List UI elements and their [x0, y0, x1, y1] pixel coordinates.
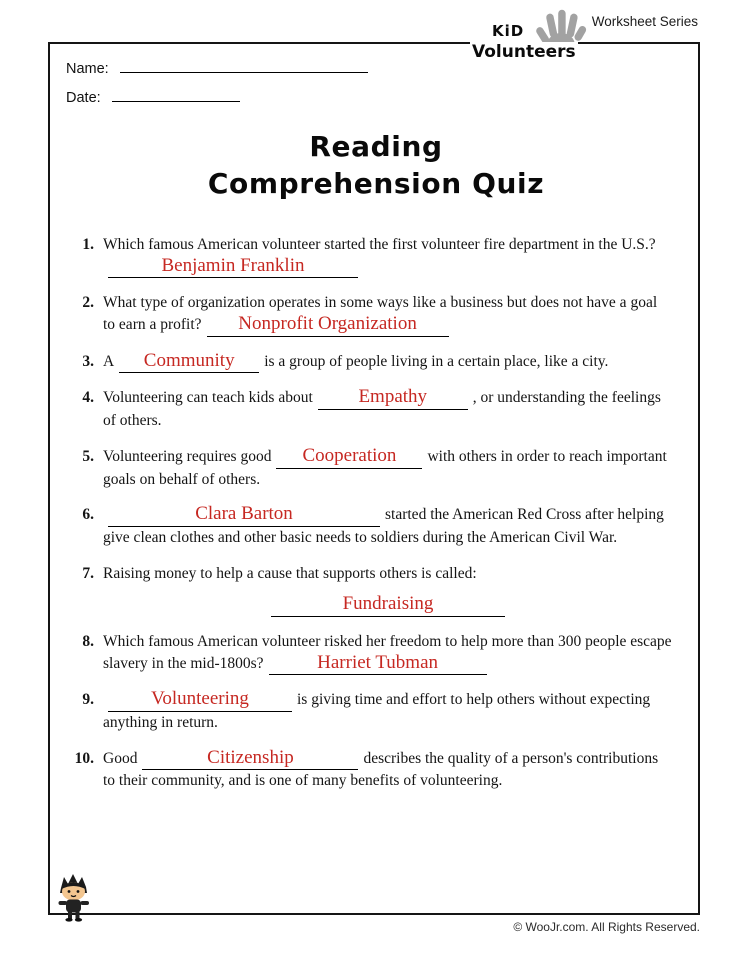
- question-text: Which famous American volunteer risked her freedom to help more than 300 people escape slavery in the mid-1800s?: [103, 632, 672, 672]
- worksheet-series-label: Worksheet Series: [591, 14, 698, 29]
- question-text: Volunteering can teach kids about: [103, 389, 313, 407]
- answer-text: Cooperation: [302, 444, 397, 466]
- logo-volunteers-text: Volunteers: [472, 42, 576, 62]
- name-field[interactable]: [120, 58, 368, 73]
- quiz-title: [66, 128, 686, 202]
- question-10: [66, 748, 686, 792]
- copyright-text: © WooJr.com. All Rights Reserved.: [513, 920, 700, 934]
- answer-blank[interactable]: [207, 314, 449, 337]
- question-1: [66, 234, 686, 278]
- question-text: Good: [103, 749, 138, 767]
- question-text: started the American Red Cross after helping give clean clothes and other basic needs to soldiers during the American Civil War.: [103, 506, 664, 546]
- logo-kid-text: KiD: [492, 22, 525, 40]
- question-4: [66, 387, 686, 431]
- question-text: is a group of people living in a certain place, like a city.: [264, 352, 609, 370]
- question-number: 4.: [82, 389, 94, 407]
- question-number: 1.: [82, 236, 94, 253]
- answer-blank[interactable]: [108, 689, 292, 712]
- question-5: [66, 446, 686, 490]
- answer-blank[interactable]: [269, 653, 487, 676]
- answer-text: Benjamin Franklin: [161, 254, 305, 276]
- page-content: [66, 58, 686, 806]
- date-row: [66, 87, 686, 106]
- question-7: [66, 563, 686, 617]
- answer-blank[interactable]: [318, 387, 468, 410]
- answer-blank[interactable]: [108, 504, 380, 527]
- name-label: Name:: [66, 61, 109, 77]
- quiz-title-line1: Reading: [309, 130, 443, 163]
- answer-text: Clara Barton: [195, 503, 293, 525]
- question-text: Which famous American volunteer started the first volunteer fire department in the U.S.?: [103, 236, 656, 253]
- question-9: [66, 689, 686, 733]
- question-3: [66, 351, 686, 374]
- answer-text: Citizenship: [207, 746, 294, 768]
- answer-text: Fundraising: [342, 593, 434, 615]
- kid-volunteers-logo: [470, 4, 592, 70]
- answer-text: Empathy: [358, 386, 428, 408]
- question-6: [66, 504, 686, 548]
- quiz-title-line2: Comprehension Quiz: [207, 167, 545, 200]
- answer-text: Nonprofit Organization: [238, 313, 417, 335]
- centered-answer-row: [103, 594, 673, 617]
- date-label: Date:: [66, 90, 101, 106]
- question-number: 9.: [82, 691, 94, 709]
- answer-text: Volunteering: [151, 688, 249, 710]
- question-list: [66, 234, 686, 792]
- answer-blank[interactable]: [119, 351, 259, 374]
- kid-mascot-icon: [52, 872, 96, 927]
- question-text: What type of organization operates in some ways like a business but does not have a goal to earn a profit?: [103, 294, 658, 334]
- question-2: [66, 292, 686, 336]
- answer-blank[interactable]: [276, 446, 422, 469]
- answer-blank[interactable]: [271, 594, 505, 617]
- question-number: 8.: [82, 632, 94, 650]
- question-number: 2.: [82, 294, 94, 312]
- question-number: 5.: [82, 447, 94, 465]
- name-row: [66, 58, 686, 77]
- question-text: A: [103, 352, 115, 370]
- answer-text: Harriet Tubman: [317, 651, 438, 673]
- question-text: with others in order to reach important goals on behalf of others.: [103, 447, 667, 488]
- answer-blank[interactable]: [108, 256, 358, 279]
- question-8: [66, 631, 686, 675]
- date-field[interactable]: [112, 87, 240, 102]
- question-text: is giving time and effort to help others without expecting anything in return.: [103, 691, 651, 731]
- answer-text: Community: [143, 349, 235, 371]
- answer-blank[interactable]: [142, 748, 358, 771]
- question-number: 6.: [82, 506, 94, 524]
- question-text: , or understanding the feelings of others.: [103, 389, 661, 430]
- question-text: describes the quality of a person's contributions to their community, and is one of many benefits of volunteering.: [103, 749, 659, 790]
- question-text: Raising money to help a cause that supports others is called:: [103, 564, 477, 582]
- question-number: 3.: [82, 352, 94, 370]
- question-text: Volunteering requires good: [103, 447, 272, 465]
- question-number: 10.: [74, 749, 94, 767]
- question-number: 7.: [82, 564, 94, 582]
